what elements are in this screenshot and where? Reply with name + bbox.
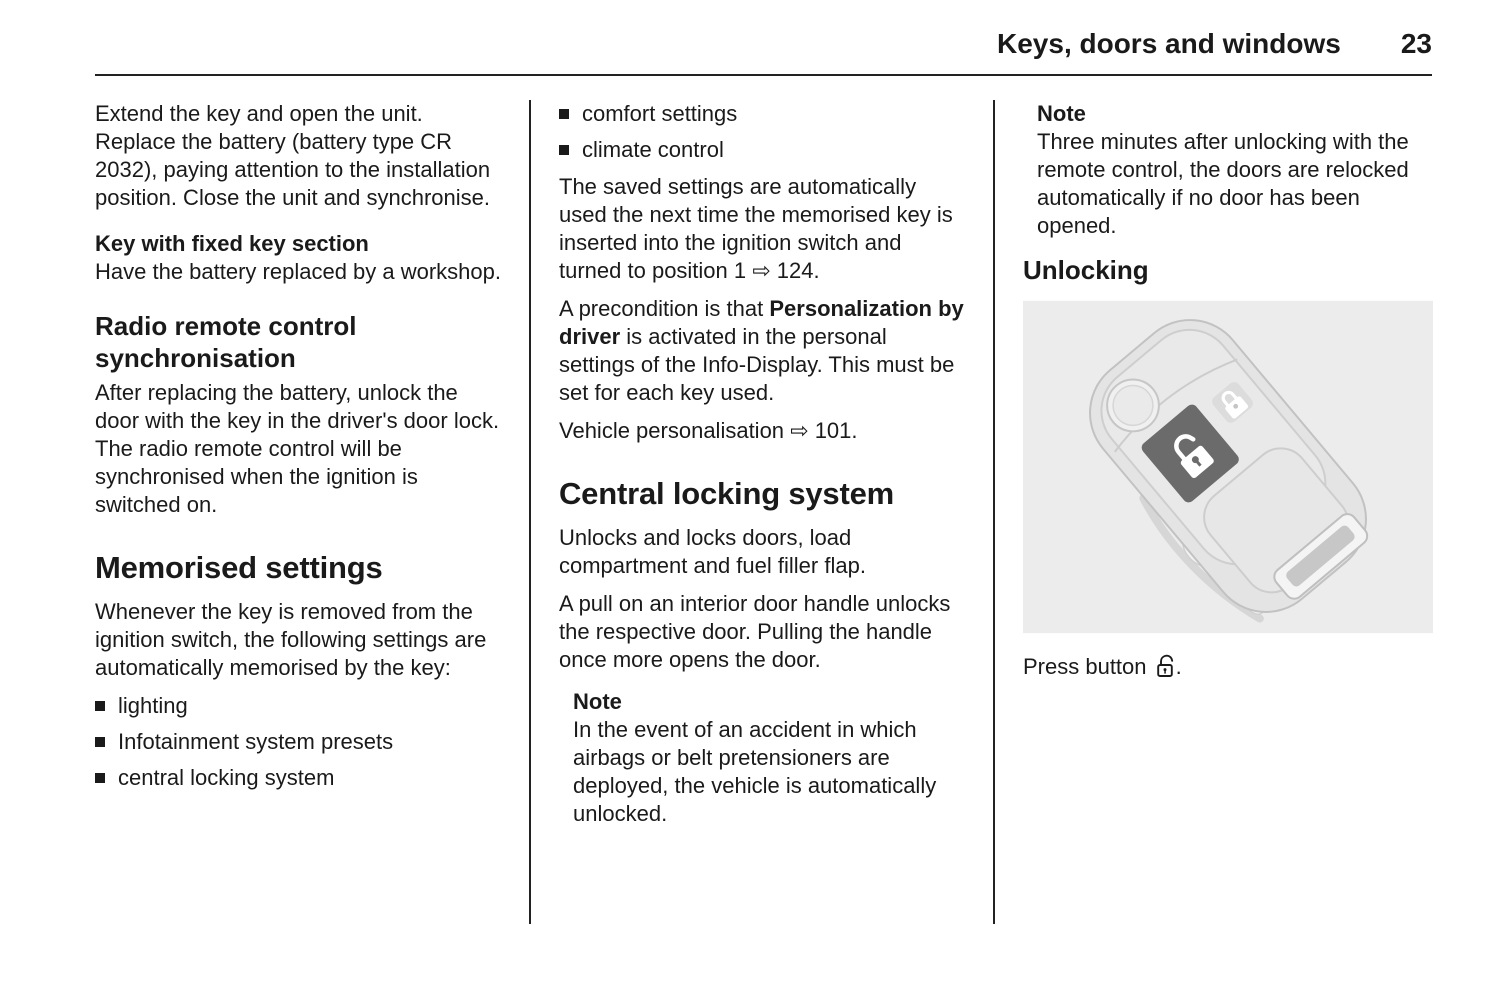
square-bullet-icon xyxy=(559,109,569,119)
column-3 xyxy=(995,100,1435,924)
list-item-label: Infotainment system presets xyxy=(118,729,394,754)
list-item-label: central locking system xyxy=(118,765,335,790)
precondition-menu-item: Personalization by driver xyxy=(559,296,964,349)
list-item xyxy=(559,136,964,164)
precondition-lead: A precondition is that xyxy=(559,296,770,321)
paragraph-battery-replace: Extend the key and open the unit. Replace the battery (battery type CR 2032), paying attention to the installation position. Close the unit and synchronise. xyxy=(95,101,491,210)
list-item xyxy=(95,728,503,756)
page-number: 23 xyxy=(1400,28,1432,59)
list-item-label: comfort settings xyxy=(582,101,738,126)
paragraph-sync: After replacing the battery, unlock the door with the key in the driver's door lock. The radio remote control will be synchronised when the ignition is switched on. xyxy=(95,380,500,517)
column-1 xyxy=(95,100,531,924)
paragraph-saved-settings: The saved settings are automatically used the next time the memorised key is inserted into the ignition switch and turned to position 1 ⇨ 124. xyxy=(559,174,953,283)
note-label: Note xyxy=(573,689,622,714)
memorised-settings-list-continued xyxy=(559,100,964,164)
paragraph-workshop: Have the battery replaced by a workshop. xyxy=(95,259,502,284)
list-item xyxy=(95,764,503,792)
figure-caption xyxy=(1023,653,1435,681)
column-2 xyxy=(531,100,995,924)
content-columns xyxy=(95,76,1435,924)
precondition-rest: is activated in the personal settings of the Info-Display. This must be set for each key used. xyxy=(559,324,955,405)
caption-period: . xyxy=(1175,654,1182,679)
square-bullet-icon xyxy=(95,737,105,747)
note-block-relock xyxy=(1037,100,1435,240)
paragraph-memorised-intro: Whenever the key is removed from the ignition switch, the following settings are automatically memorised by the key: xyxy=(95,599,487,680)
note-text: Three minutes after unlocking with the remote control, the doors are relocked automatically if no door has been opened. xyxy=(1037,129,1409,238)
paragraph-precondition xyxy=(559,295,964,407)
list-item xyxy=(95,692,503,720)
heading-radio-remote-sync: Radio remote control synchronisation xyxy=(95,311,357,373)
heading-fixed-key-section: Key with fixed key section xyxy=(95,231,369,256)
chapter-title: Keys, doors and windows xyxy=(997,28,1341,59)
memorised-settings-list xyxy=(95,692,503,792)
note-label: Note xyxy=(1037,101,1086,126)
page-header xyxy=(95,0,1432,76)
paragraph-vehicle-personalisation-ref: Vehicle personalisation ⇨ 101. xyxy=(559,418,858,443)
caption-text: Press button xyxy=(1023,654,1153,679)
heading-memorised-settings: Memorised settings xyxy=(95,550,383,585)
note-text: In the event of an accident in which airbags or belt pretensioners are deployed, the vehicle is automatically unlocked. xyxy=(573,717,937,826)
square-bullet-icon xyxy=(95,773,105,783)
heading-central-locking: Central locking system xyxy=(559,476,894,511)
square-bullet-icon xyxy=(95,701,105,711)
unlock-button-glyph-icon xyxy=(1155,653,1176,678)
paragraph-central-locking-2: A pull on an interior door handle unlocks the respective door. Pulling the handle once more opens the door. xyxy=(559,591,951,672)
list-item xyxy=(559,100,964,128)
heading-unlocking: Unlocking xyxy=(1023,255,1149,285)
paragraph-central-locking-1: Unlocks and locks doors, load compartment and fuel filler flap. xyxy=(559,525,866,578)
note-block-accident xyxy=(573,688,964,828)
list-item-label: lighting xyxy=(118,693,188,718)
remote-key-illustration xyxy=(1023,300,1435,641)
square-bullet-icon xyxy=(559,145,569,155)
list-item-label: climate control xyxy=(582,137,724,162)
